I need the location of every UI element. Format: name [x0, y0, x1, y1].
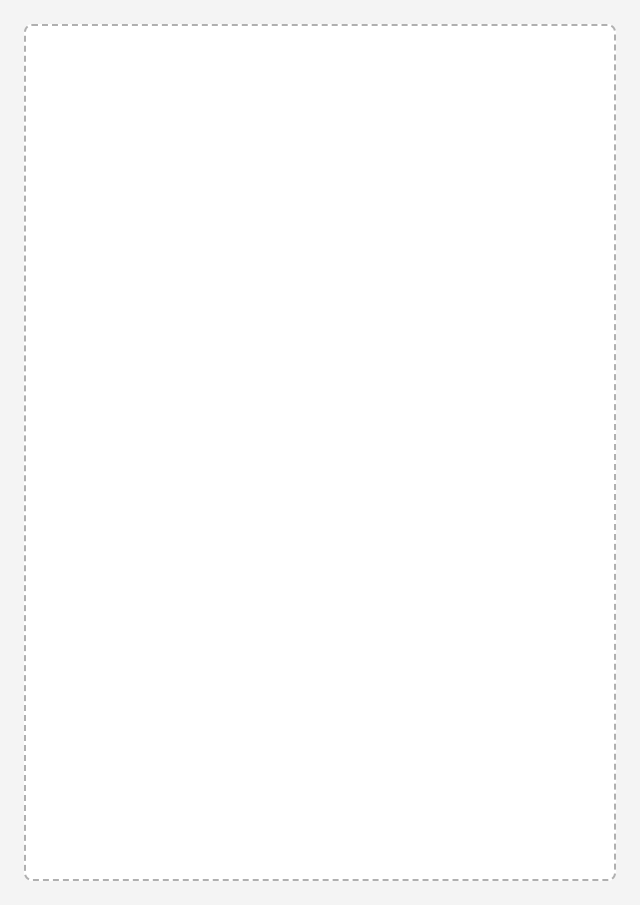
- content-placeholder: [24, 24, 616, 881]
